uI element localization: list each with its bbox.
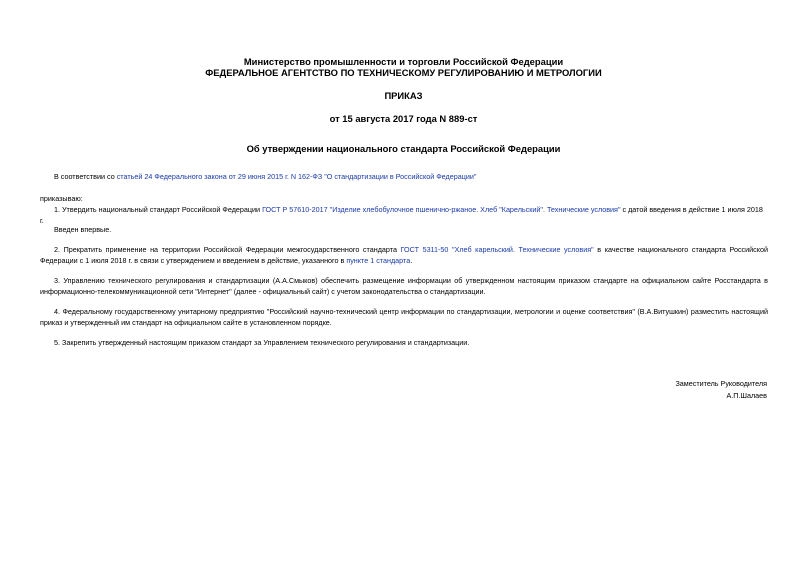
- gost-r-57610-link[interactable]: ГОСТ Р 57610-2017 "Изделие хлебобулочное пшенично-ржаное. Хлеб "Карельский". Технические условия": [262, 205, 621, 214]
- intro-paragraph: [40, 172, 768, 183]
- item-1-tail: с датой введения в действие 1 июля 2018 г.: [40, 205, 763, 225]
- order-type-heading: ПРИКАЗ: [384, 90, 423, 101]
- item-2-mid: в качестве национального стандарта Российской Федерации с 1 июля 2018 г. в связи с утверждением и введением в действие, указанного в: [40, 245, 768, 265]
- order-word: приказываю:: [40, 194, 83, 203]
- item-2-text: 2. Прекратить применение на территории Российской Федерации межгосударственного стандарта: [54, 245, 401, 254]
- first-time-note: Введен впервые.: [54, 225, 112, 234]
- item-4-paragraph: 4. Федеральному государственному унитарному предприятию "Российский научно-технический центр информации по стандартизации, метрологии и оценке соответствия" (В.А.Витушкин) разместить настоящий приказ и утвержденный им стандарт на официальном сайте в установленном порядке.: [40, 307, 768, 327]
- item-5-paragraph: 5. Закрепить утвержденный настоящим приказом стандарт за Управлением технического регулирования и стандартизации.: [54, 338, 470, 347]
- agency-heading: ФЕДЕРАЛЬНОЕ АГЕНТСТВО ПО ТЕХНИЧЕСКОМУ РЕГУЛИРОВАНИЮ И МЕТРОЛОГИИ: [205, 67, 602, 78]
- item-3-paragraph: 3. Управлению технического регулирования и стандартизации (А.А.Смыков) обеспечить размещение информации об утвержденном настоящим приказом стандарте на официальном сайте Росстандарта в информационно-телекоммуникационной сети "Интернет" (далее - официальный сайт) с учетом законодательства о стандартизации.: [40, 276, 768, 296]
- order-title: Об утверждении национального стандарта Российской Федерации: [246, 143, 561, 154]
- signatory-position: Заместитель Руководителя: [675, 379, 767, 388]
- order-date-number: от 15 августа 2017 года N 889-ст: [329, 113, 478, 124]
- item-1-reference-link[interactable]: пункте 1 стандарта: [346, 255, 411, 265]
- signatory-name: А.П.Шалаев: [726, 390, 767, 400]
- signature-block: [675, 378, 767, 401]
- intro-text: В соответствии со: [54, 172, 117, 181]
- federal-law-link[interactable]: статьей 24 Федерального закона от 29 июня 2015 г. N 162-ФЗ "О стандартизации в Российской Федерации": [116, 172, 477, 181]
- item-1-paragraph: [40, 205, 768, 226]
- item-2-tail: .: [410, 255, 413, 265]
- ministry-heading: Министерство промышленности и торговли Российской Федерации: [243, 56, 564, 67]
- gost-5311-link[interactable]: ГОСТ 5311-50 "Хлеб карельский. Технические условия": [400, 245, 594, 254]
- item-2-paragraph: [40, 245, 768, 266]
- item-1-text: 1. Утвердить национальный стандарт Российской Федерации: [54, 205, 263, 214]
